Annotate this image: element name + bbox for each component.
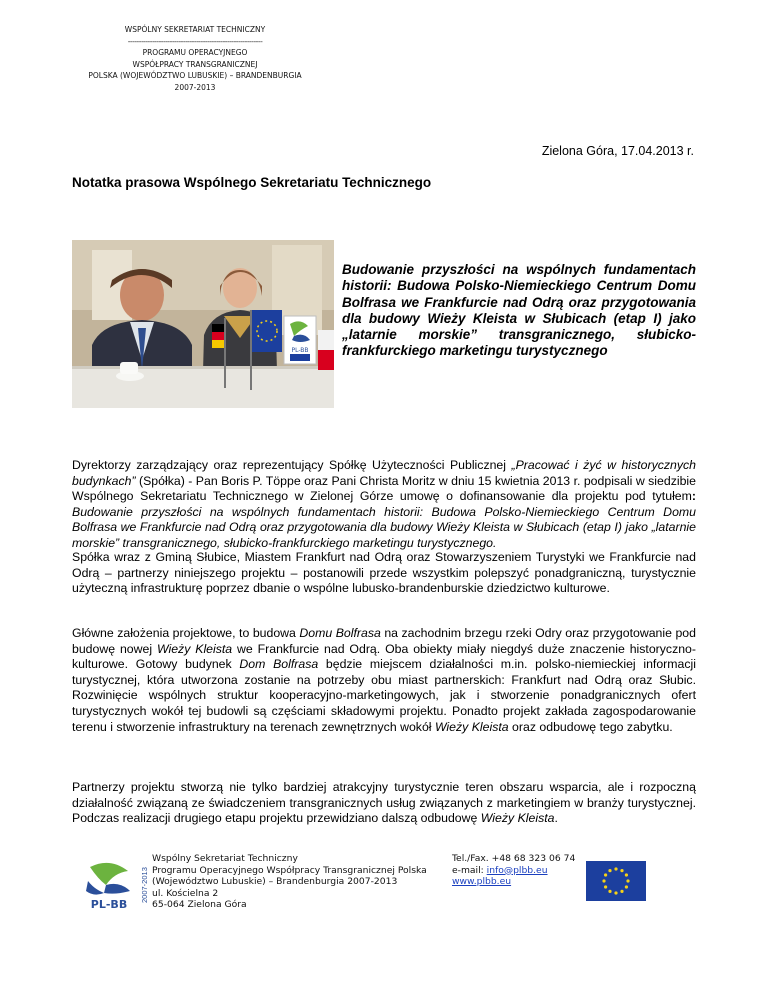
footer-web-link[interactable]: www.plbb.eu bbox=[452, 876, 512, 888]
p4-wieza-kleista: Wieży Kleista bbox=[480, 811, 555, 826]
p3-dom-bolfrasa-2: Dom Bolfrasa bbox=[239, 657, 319, 672]
footer-address-line-4: ul. Kościelna 2 bbox=[152, 887, 219, 899]
p1-text-a: Dyrektorzy zarządzający oraz reprezentujący Spółkę Użyteczności Publicznej bbox=[72, 458, 512, 472]
date-line: Zielona Góra, 17.04.2013 r. bbox=[541, 144, 694, 158]
footer-address-line-1: Wspólny Sekretariat Techniczny bbox=[152, 853, 298, 864]
footer-address-line-5: 65-064 Zielona Góra bbox=[152, 899, 247, 911]
footer-contact bbox=[452, 853, 575, 888]
eu-flag-icon bbox=[586, 861, 646, 901]
p3-text-e: we Frankfurcie nad Odrą. Oba obiekty miały niegdyś duże znaczenie historyczno-kulturowe. Gotowy budynek bbox=[72, 641, 696, 672]
header-separator: ------------------------------------------------------------- bbox=[127, 36, 263, 46]
p3-text-i: oraz odbudowę tego zabytku. bbox=[508, 719, 673, 734]
p3-text-g: będzie miejscem działalności m.in. polsko-niemieckiej informacji turystycznej, która utworzona zostanie na potrzeby obu miast partnerskich: Frankfurt nad Odrą oraz Słubic. Rozwinięcie wspólnych struktur kooperacyjno-marketingowych, jak i stworzenie ponadgranicznych ofert turystycznych wokół tej budowli są częściami składowymi projektu. Ponadto projekt zakłada zagospodarowanie terenu i stworzenie infrastruktury na terenach zewnętrznych wokół bbox=[72, 657, 696, 734]
header-line-2: PROGRAMU OPERACYJNEGO bbox=[142, 48, 248, 57]
subtitle: Budowanie przyszłości na wspólnych fundamentach historii: Budowa Polsko-Niemieckiego Centrum Domu Bolfrasa we Frankfurcie nad Odrą oraz przygotowania dla budowy Wieży Kleista w Słubicach (etap I) jako „latarnie morskie” transgranicznego, słubicko-frankfurckiego marketingu turystycznego bbox=[342, 262, 696, 359]
p3-text-c: na zachodnim brzegu rzeki Odry oraz przygotowanie pod budowę nowej bbox=[72, 626, 696, 656]
paragraph-2 bbox=[72, 550, 696, 597]
p3-wieza-kleista-1: Wieży Kleista bbox=[156, 641, 233, 656]
header-line-1: WSPÓLNY SEKRETARIAT TECHNICZNY bbox=[124, 25, 266, 34]
header-line-4: POLSKA (WOJEWÓDZTWO LUBUSKIE) – BRANDENBURGIA bbox=[88, 71, 302, 80]
signing-photo bbox=[72, 240, 334, 408]
p3-text-a: Główne założenia projektowe, to budowa bbox=[72, 626, 300, 640]
p3-dom-bolfrasa-1: Domu Bolfrasa bbox=[299, 626, 381, 640]
footer-logo-text: PL-BB bbox=[90, 898, 128, 911]
p3-wieza-kleista-2: Wieży Kleista bbox=[434, 719, 509, 734]
p4-text-c: . bbox=[554, 811, 558, 826]
plbb-logo-icon bbox=[80, 859, 138, 911]
footer-tel: Tel./Fax. +48 68 323 06 74 bbox=[452, 853, 576, 864]
p2-text: Spółka wraz z Gminą Słubice, Miastem Frankfurt nad Odrą oraz Stowarzyszeniem Turystyki we Frankfurcie nad Odrą – partnerzy niniejszego projektu – postanowili przede wszystkim polepszyć ponadgraniczną, turystycznie użyteczną infrastrukturę poprzez dbanie o wspólne lubusko-brandenburskie dziedzictwo kulturowe. bbox=[72, 550, 696, 596]
footer-address-line-2: Programu Operacyjnego Współpracy Transgranicznej Polska bbox=[152, 864, 427, 876]
footer-logo-year: 2007-2013 bbox=[140, 867, 149, 903]
photo-illustration bbox=[72, 240, 334, 408]
photo-stand-label: PL-BB bbox=[291, 347, 309, 354]
footer-email-row bbox=[452, 865, 575, 877]
footer-address-line-3: (Województwo Lubuskie) – Brandenburgia 2007-2013 bbox=[152, 876, 398, 888]
page-title: Notatka prasowa Wspólnego Sekretariatu Technicznego bbox=[72, 175, 432, 190]
paragraph-1 bbox=[72, 458, 696, 552]
paragraph-4 bbox=[72, 780, 696, 827]
footer-address bbox=[152, 853, 427, 911]
p4-text-a: Partnerzy projektu stworzą nie tylko bardziej atrakcyjny turystycznie teren obszaru wsparcia, ale i rozpoczną działalność związaną ze świadczeniem transgranicznych usług związanych z marketingiem w branży turystycznej. Podczas realizacji drugiego etapu projektu przewidziano dalszą odbudowę bbox=[72, 780, 696, 826]
p1-project-title: Budowanie przyszłości na wspólnych fundamentach historii: Budowa Polsko-Niemieckiego Centrum Domu Bolfrasa we Frankfurcie nad Odrą oraz przygotowania dla budowy Wieży Kleista w Słubicach (etap I) jako „latarnie morskie” transgranicznego, słubicko-frankfurckiego marketingu turystycznego. bbox=[72, 504, 696, 550]
p1-text-c: (Spółka) - Pan Boris P. Töppe oraz Pani Christa Moritz w dniu 15 kwietnia 2013 r. podpisali w siedzibie Wspólnego Sekretariatu Technicznego w Zielonej Górze umowę o dofinansowanie dla projektu pod tytułem bbox=[72, 473, 696, 504]
paragraph-3 bbox=[72, 626, 696, 735]
footer bbox=[80, 853, 650, 915]
footer-email-label: e-mail: bbox=[452, 864, 487, 876]
footer-email-link[interactable]: info@plbb.eu bbox=[486, 864, 548, 876]
p1-colon: : bbox=[691, 489, 696, 504]
header-line-3: WSPÓŁPRACY TRANSGRANICZNEJ bbox=[132, 59, 258, 69]
p1-company-name: „Pracować i żyć w historycznych budynkach” bbox=[72, 458, 696, 488]
header-block bbox=[70, 24, 320, 93]
header-line-5: 2007-2013 bbox=[174, 82, 216, 92]
